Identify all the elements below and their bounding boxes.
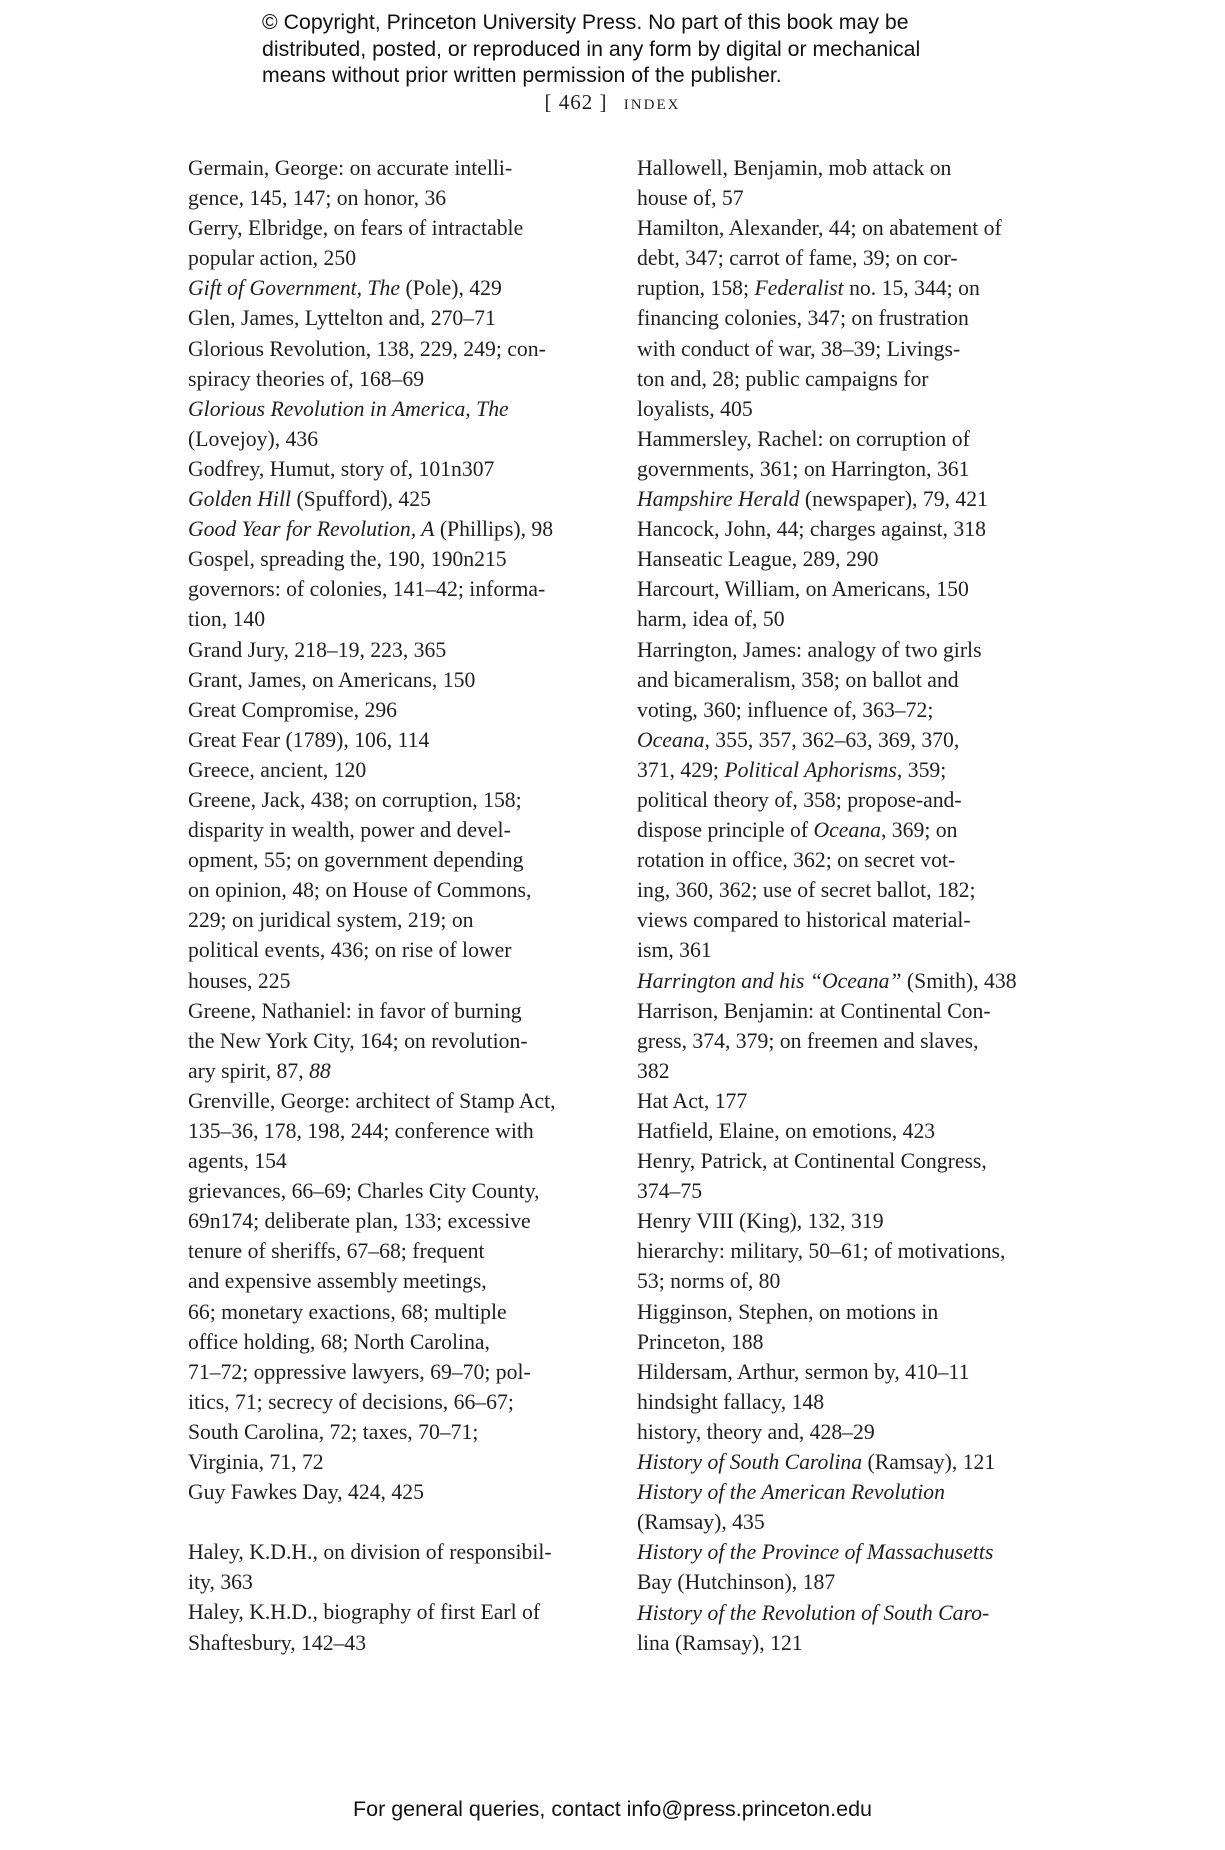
index-entry-line: political events, 436; on rise of lower bbox=[188, 938, 512, 963]
index-entry-line: ism, 361 bbox=[637, 938, 712, 963]
index-entry bbox=[188, 303, 613, 333]
index-entry-line: ruption, 158; Federalist no. 15, 344; on bbox=[637, 276, 980, 301]
index-entry-line: with conduct of war, 38–39; Livings- bbox=[637, 336, 961, 361]
index-entry-line: 382 bbox=[637, 1058, 670, 1083]
index-entry bbox=[637, 1116, 1062, 1146]
index-entry-line: History of South Carolina (Ramsay), 121 bbox=[637, 1450, 996, 1475]
index-entry bbox=[188, 725, 613, 755]
index-entry-line: Glorious Revolution in America, The bbox=[188, 396, 509, 421]
index-entry-line: Virginia, 71, 72 bbox=[188, 1450, 324, 1475]
index-entry bbox=[637, 1447, 1062, 1477]
index-entry-line: governments, 361; on Harrington, 361 bbox=[637, 456, 970, 481]
index-entry-line: Good Year for Revolution, A (Phillips), 98 bbox=[188, 517, 554, 542]
index-entry bbox=[188, 755, 613, 785]
index-entry-line: Hancock, John, 44; charges against, 318 bbox=[637, 517, 986, 542]
index-entry bbox=[188, 213, 613, 273]
index-entry bbox=[188, 273, 613, 303]
index-entry bbox=[188, 153, 613, 213]
running-head bbox=[0, 90, 1225, 115]
section-title: index bbox=[623, 90, 681, 114]
index-entry bbox=[188, 394, 613, 454]
index-entry bbox=[637, 514, 1062, 544]
index-entry-line: the New York City, 164; on revolution- bbox=[188, 1028, 528, 1053]
index-entry bbox=[188, 665, 613, 695]
index-entry-line: Gift of Government, The (Pole), 429 bbox=[188, 276, 502, 301]
copyright-line: distributed, posted, or reproduced in any form by digital or mechanical bbox=[262, 36, 921, 61]
index-entry-line: lina (Ramsay), 121 bbox=[637, 1630, 803, 1655]
index-entry bbox=[188, 635, 613, 665]
index-entry-line: tenure of sheriffs, 67–68; frequent bbox=[188, 1239, 485, 1264]
index-entry-line: Higginson, Stephen, on motions in bbox=[637, 1299, 939, 1324]
copyright-notice bbox=[262, 9, 1022, 89]
index-entry-line: Great Compromise, 296 bbox=[188, 697, 398, 722]
index-entry-line: Haley, K.H.D., biography of first Earl of bbox=[188, 1600, 541, 1625]
index-entry-line: political theory of, 358; propose-and- bbox=[637, 787, 962, 812]
index-entry-line: Hat Act, 177 bbox=[637, 1088, 748, 1113]
index-entry bbox=[637, 1387, 1062, 1417]
index-entry-line: History of the American Revolution bbox=[637, 1480, 945, 1505]
index-entry bbox=[637, 1417, 1062, 1447]
index-entry-line: (Lovejoy), 436 bbox=[188, 426, 319, 451]
index-entry-line: Harrington and his “Oceana” (Smith), 438 bbox=[637, 968, 1017, 993]
index-entry bbox=[637, 544, 1062, 574]
index-entry bbox=[188, 334, 613, 394]
index-entry-line: office holding, 68; North Carolina, bbox=[188, 1329, 490, 1354]
index-entry-line: history, theory and, 428–29 bbox=[637, 1419, 875, 1444]
index-entry-line: and expensive assembly meetings, bbox=[188, 1269, 487, 1294]
index-entry bbox=[637, 1297, 1062, 1357]
index-entry bbox=[637, 484, 1062, 514]
index-entry-line: Grand Jury, 218–19, 223, 365 bbox=[188, 637, 447, 662]
index-entry-line: and bicameralism, 358; on ballot and bbox=[637, 667, 959, 692]
index-entry-line: dispose principle of Oceana, 369; on bbox=[637, 818, 958, 843]
index-entry bbox=[188, 1477, 613, 1507]
index-entry-line: houses, 225 bbox=[188, 968, 291, 993]
index-entry-line: debt, 347; carrot of fame, 39; on cor- bbox=[637, 246, 958, 271]
index-entry-line: Glorious Revolution, 138, 229, 249; con- bbox=[188, 336, 546, 361]
index-entry-line: gence, 145, 147; on honor, 36 bbox=[188, 186, 447, 211]
index-entry-line: Glen, James, Lyttelton and, 270–71 bbox=[188, 306, 496, 331]
index-entry-line: Gospel, spreading the, 190, 190n215 bbox=[188, 547, 507, 572]
index-entry-line: History of the Revolution of South Caro- bbox=[637, 1600, 990, 1625]
index-entry bbox=[637, 996, 1062, 1086]
index-entry bbox=[637, 1236, 1062, 1296]
index-entry-line: Great Fear (1789), 106, 114 bbox=[188, 727, 430, 752]
index-entry bbox=[188, 695, 613, 725]
index-entry-line: Haley, K.D.H., on division of responsibil- bbox=[188, 1540, 552, 1565]
index-entry-line: on opinion, 48; on House of Commons, bbox=[188, 878, 532, 903]
index-entry-line: Harrison, Benjamin: at Continental Con- bbox=[637, 998, 991, 1023]
index-entry-line: Hanseatic League, 289, 290 bbox=[637, 547, 879, 572]
index-entry bbox=[188, 785, 613, 996]
index-entry-line: disparity in wealth, power and devel- bbox=[188, 818, 511, 843]
index-entry-line: voting, 360; influence of, 363–72; bbox=[637, 697, 934, 722]
index-entry-line: opment, 55; on government depending bbox=[188, 848, 524, 873]
index-entry bbox=[637, 213, 1062, 424]
index-entry-line: Shaftesbury, 142–43 bbox=[188, 1630, 367, 1655]
index-entry-line: Henry, Patrick, at Continental Congress, bbox=[637, 1149, 987, 1174]
index-entry-line: Guy Fawkes Day, 424, 425 bbox=[188, 1480, 424, 1505]
index-entry-line: loyalists, 405 bbox=[637, 396, 753, 421]
index-entry-line: Hatfield, Elaine, on emotions, 423 bbox=[637, 1119, 936, 1143]
index-entry-line: Greene, Jack, 438; on corruption, 158; bbox=[188, 787, 522, 812]
index-entry-line: South Carolina, 72; taxes, 70–71; bbox=[188, 1419, 479, 1444]
index-entry-line: rotation in office, 362; on secret vot- bbox=[637, 848, 956, 873]
index-entry-line: Grenville, George: architect of Stamp Act, bbox=[188, 1088, 556, 1113]
index-entry bbox=[188, 1176, 613, 1477]
index-entry bbox=[637, 1477, 1062, 1537]
index-entry-line: ing, 360, 362; use of secret ballot, 182; bbox=[637, 878, 976, 903]
index-entry-line: Oceana, 355, 357, 362–63, 369, 370, bbox=[637, 727, 960, 752]
footer-contact: For general queries, contact info@press.princeton.edu bbox=[352, 1797, 872, 1821]
index-entry-line: Greece, ancient, 120 bbox=[188, 757, 367, 782]
index-entry-line: ity, 363 bbox=[188, 1570, 253, 1595]
index-entry-line: 135–36, 178, 198, 244; conference with bbox=[188, 1119, 534, 1143]
index-entry-line: itics, 71; secrecy of decisions, 66–67; bbox=[188, 1389, 514, 1414]
index-entry-line: hindsight fallacy, 148 bbox=[637, 1389, 825, 1414]
index-entry-line: 69n174; deliberate plan, 133; excessive bbox=[188, 1209, 531, 1234]
index-entry-line: ton and, 28; public campaigns for bbox=[637, 366, 929, 391]
index-entry-line: Hampshire Herald (newspaper), 79, 421 bbox=[637, 487, 988, 512]
index-entry bbox=[188, 514, 613, 544]
index-entry-line: financing colonies, 347; on frustration bbox=[637, 306, 969, 331]
index-entry-line: Hallowell, Benjamin, mob attack on bbox=[637, 156, 952, 180]
index-entry bbox=[637, 635, 1062, 966]
index-column-left bbox=[188, 153, 613, 1658]
copyright-line: © Copyright, Princeton University Press. No part of this book may be bbox=[262, 10, 909, 34]
index-entry bbox=[188, 1086, 613, 1176]
index-entry-line: 374–75 bbox=[637, 1179, 703, 1204]
index-entry-line: ary spirit, 87, 88 bbox=[188, 1058, 331, 1083]
index-entry-line: 71–72; oppressive lawyers, 69–70; pol- bbox=[188, 1359, 531, 1384]
index-entry bbox=[637, 1537, 1062, 1597]
index-entry-line: 371, 429; Political Aphorisms, 359; bbox=[637, 757, 947, 782]
index-entry-line: hierarchy: military, 50–61; of motivations, bbox=[637, 1239, 1006, 1264]
index-entry bbox=[637, 1357, 1062, 1387]
index-entry-line: Henry VIII (King), 132, 319 bbox=[637, 1209, 884, 1234]
index-entry-line: 229; on juridical system, 219; on bbox=[188, 908, 474, 933]
index-entry-line: Harcourt, William, on Americans, 150 bbox=[637, 577, 969, 602]
index-entry bbox=[188, 1537, 613, 1597]
index-entry-line: Godfrey, Humut, story of, 101n307 bbox=[188, 456, 495, 481]
index-entry bbox=[637, 1598, 1062, 1658]
index-entry bbox=[188, 1597, 613, 1657]
index-entry bbox=[637, 604, 1062, 634]
index-entry bbox=[188, 454, 613, 484]
index-entry bbox=[188, 996, 613, 1086]
index-entry bbox=[188, 574, 613, 634]
index-entry-line: Grant, James, on Americans, 150 bbox=[188, 667, 476, 692]
letter-section-gap bbox=[188, 1507, 613, 1537]
index-column-right bbox=[637, 153, 1062, 1658]
index-entry bbox=[188, 484, 613, 514]
index-entry-line: Princeton, 188 bbox=[637, 1329, 764, 1354]
index-entry-line: spiracy theories of, 168–69 bbox=[188, 366, 425, 391]
index-entry bbox=[637, 966, 1062, 996]
index-entry-line: Gerry, Elbridge, on fears of intractable bbox=[188, 216, 524, 241]
index-entry-line: (Ramsay), 435 bbox=[637, 1510, 765, 1535]
index-entry-line: governors: of colonies, 141–42; informa- bbox=[188, 577, 546, 602]
copyright-line: means without prior written permission of the publisher. bbox=[262, 63, 782, 87]
index-entry-line: views compared to historical material- bbox=[637, 908, 971, 933]
index-entry bbox=[637, 153, 1062, 213]
index-entry-line: History of the Province of Massachusetts bbox=[637, 1540, 994, 1565]
index-entry-line: Golden Hill (Spufford), 425 bbox=[188, 487, 431, 512]
index-entry-line: tion, 140 bbox=[188, 607, 266, 632]
index-entry bbox=[637, 574, 1062, 604]
index-entry-line: Hammersley, Rachel: on corruption of bbox=[637, 426, 970, 451]
index-entry-line: Hildersam, Arthur, sermon by, 410–11 bbox=[637, 1359, 970, 1384]
index-entry-line: agents, 154 bbox=[188, 1149, 287, 1174]
index-entry-line: grievances, 66–69; Charles City County, bbox=[188, 1179, 540, 1204]
index-entry-line: Bay (Hutchinson), 187 bbox=[637, 1570, 836, 1595]
index-entry-line: 66; monetary exactions, 68; multiple bbox=[188, 1299, 507, 1324]
index-entry-line: harm, idea of, 50 bbox=[637, 607, 785, 632]
index-entry-line: Germain, George: on accurate intelli- bbox=[188, 156, 513, 180]
index-entry-line: Hamilton, Alexander, 44; on abatement of bbox=[637, 216, 1002, 241]
index-entry-line: house of, 57 bbox=[637, 186, 744, 211]
page-number: [ 462 ] bbox=[544, 90, 608, 114]
index-entry bbox=[188, 544, 613, 574]
index-entry-line: popular action, 250 bbox=[188, 246, 357, 271]
index-entry bbox=[637, 1086, 1062, 1116]
index-entry bbox=[637, 1206, 1062, 1236]
index-entry-line: Harrington, James: analogy of two girls bbox=[637, 637, 982, 662]
index-entry-line: gress, 374, 379; on freemen and slaves, bbox=[637, 1028, 979, 1053]
index-entry bbox=[637, 1146, 1062, 1206]
index-entry bbox=[637, 424, 1062, 484]
index-entry-line: 53; norms of, 80 bbox=[637, 1269, 781, 1294]
index-entry-line: Greene, Nathaniel: in favor of burning bbox=[188, 998, 522, 1023]
